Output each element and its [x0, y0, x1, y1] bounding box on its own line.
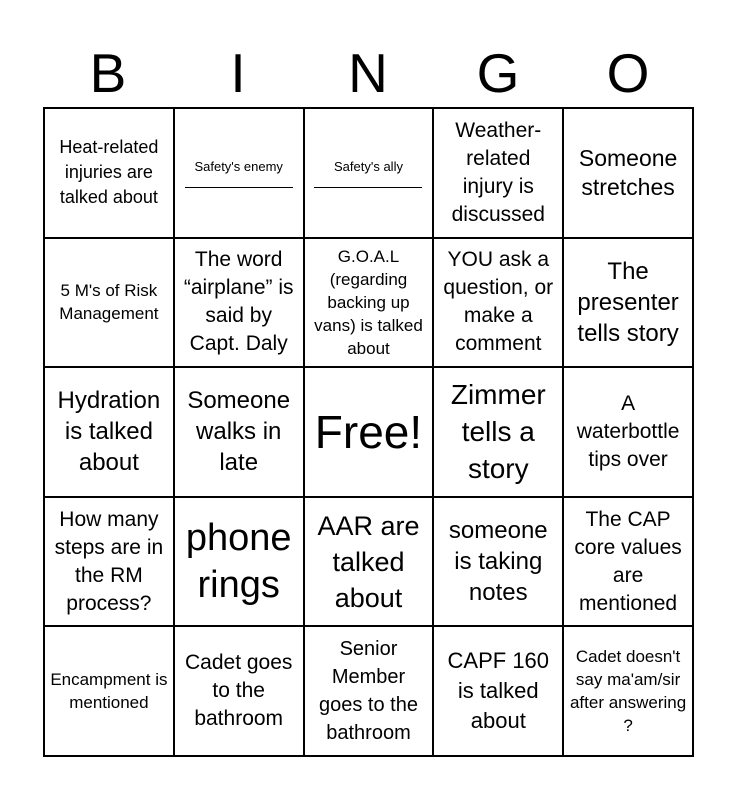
bingo-cell[interactable] — [434, 627, 564, 757]
cell-text: A waterbottle tips over — [576, 391, 680, 471]
cell-text: YOU ask a question, or make a comment — [443, 248, 554, 356]
bingo-cell[interactable] — [564, 368, 694, 498]
cell-text: Encampment is mentioned — [50, 670, 168, 713]
cell-text: The CAP core values are mentioned — [574, 507, 682, 615]
free-space[interactable] — [305, 368, 435, 498]
cell-text: How many steps are in the RM process? — [54, 507, 164, 615]
cell-text: phone rings — [185, 516, 292, 606]
cell-text: Senior Member goes to the bathroom — [319, 638, 418, 745]
bingo-cell[interactable] — [305, 627, 435, 757]
bingo-cell[interactable] — [45, 498, 175, 628]
cell-text: 5 M's of Risk Management — [59, 281, 159, 324]
cell-text: Heat-related injuries are talked about — [59, 137, 159, 208]
cell-text: Safety's enemy — [194, 158, 283, 174]
bingo-cell[interactable] — [45, 368, 175, 498]
cell-text: G.O.A.L (regarding backing up vans) is talked about — [314, 246, 423, 358]
bingo-cell[interactable] — [175, 627, 305, 757]
bingo-cell[interactable] — [175, 109, 305, 239]
cell-text: Cadet goes to the bathroom — [184, 651, 293, 731]
header-letter-n: N — [348, 42, 388, 104]
bingo-cell[interactable] — [45, 239, 175, 369]
cell-text: The word “airplane” is said by Capt. Daly — [183, 248, 294, 356]
bingo-cell[interactable] — [305, 239, 435, 369]
cell-text: someone is taking notes — [448, 517, 548, 607]
cell-text: Cadet doesn't say ma'am/sir after answering ? — [569, 647, 687, 736]
cell-text: Zimmer tells a story — [450, 379, 546, 485]
cell-text: Weather-related injury is discussed — [451, 118, 545, 226]
cell-text: Safety's ally — [334, 158, 403, 174]
bingo-cell[interactable] — [305, 109, 435, 239]
bingo-cell[interactable] — [564, 109, 694, 239]
header-letter-o: O — [606, 42, 650, 104]
bingo-cell[interactable] — [45, 627, 175, 757]
bingo-cell[interactable] — [45, 109, 175, 239]
cell-text: The presenter tells story — [577, 257, 679, 347]
bingo-cell[interactable] — [434, 368, 564, 498]
bingo-cell[interactable] — [175, 368, 305, 498]
header-letter-g: G — [476, 42, 520, 104]
write-in-line — [185, 187, 293, 188]
cell-text: Hydration is talked about — [57, 387, 161, 477]
bingo-cell[interactable] — [175, 239, 305, 369]
bingo-cell[interactable] — [564, 627, 694, 757]
cell-text: Someone walks in late — [187, 387, 291, 477]
bingo-cell[interactable] — [175, 498, 305, 628]
header-letter-i: I — [230, 42, 246, 104]
bingo-cell[interactable] — [305, 498, 435, 628]
header-letter-b: B — [89, 42, 127, 104]
cell-text: Someone stretches — [578, 144, 678, 200]
cell-text: CAPF 160 is talked about — [447, 648, 550, 734]
bingo-cell[interactable] — [564, 239, 694, 369]
bingo-cell[interactable] — [434, 109, 564, 239]
free-space-text: Free! — [314, 405, 423, 458]
bingo-card-grid — [43, 107, 694, 757]
bingo-cell[interactable] — [434, 239, 564, 369]
cell-text: AAR are talked about — [317, 510, 420, 613]
bingo-cell[interactable] — [434, 498, 564, 628]
write-in-line — [314, 187, 422, 188]
bingo-header — [43, 40, 693, 106]
bingo-cell[interactable] — [564, 498, 694, 628]
